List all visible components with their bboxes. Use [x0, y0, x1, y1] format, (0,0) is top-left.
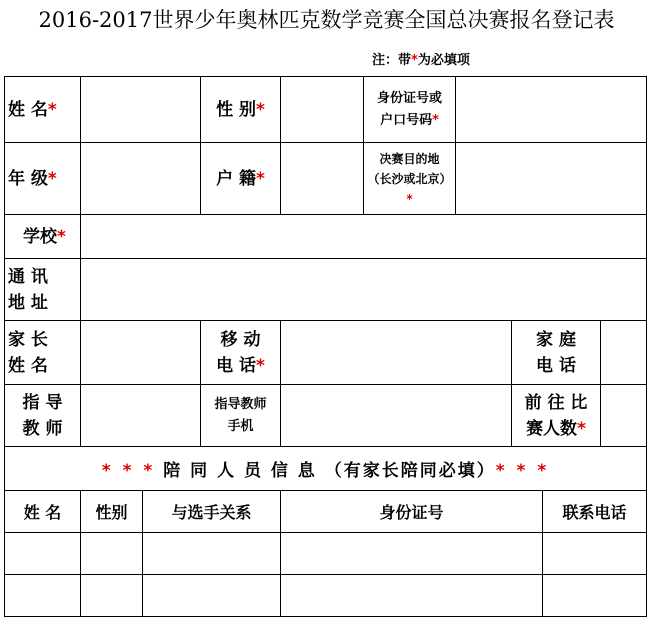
required-star-icon: *: [47, 99, 57, 120]
address-label-line2: 地 址: [8, 292, 48, 313]
mobile-field[interactable]: [281, 321, 512, 385]
required-star-icon: *: [406, 191, 413, 206]
name-label-cell: [5, 77, 81, 143]
companion-gender-cell[interactable]: [81, 533, 143, 575]
registration-form: [4, 76, 646, 617]
school-field[interactable]: [81, 215, 647, 259]
teacher-mobile-line1: 指导教师: [214, 396, 267, 412]
required-star-icon: *: [411, 53, 418, 68]
id-label-cell: [364, 77, 456, 143]
address-field[interactable]: [81, 259, 647, 321]
required-star-icon: *: [256, 168, 265, 189]
teacher-mobile-field[interactable]: [281, 385, 512, 447]
page-title: 2016-2017世界少年奥林匹克数学竞赛全国总决赛报名登记表: [38, 8, 615, 32]
grade-label-cell: [5, 143, 81, 215]
companion-phone-cell[interactable]: [543, 533, 647, 575]
participant-count-label-cell: [512, 385, 601, 447]
id-number-field[interactable]: [456, 77, 647, 143]
table-row: [5, 575, 647, 617]
final-city-label-cell: [364, 143, 456, 215]
required-star-icon: *: [432, 112, 439, 128]
teacher-label-cell: [5, 385, 81, 447]
teacher-label-line1: 指 导: [22, 392, 63, 413]
teacher-field[interactable]: [81, 385, 201, 447]
participant-count-line1: 前 往 比: [524, 392, 588, 413]
gender-label-cell: [201, 77, 281, 143]
companion-col-name: 姓 名: [5, 491, 81, 533]
companion-col-phone: 联系电话: [543, 491, 647, 533]
mobile-label-line1: 移 动: [220, 329, 261, 350]
id-label-line2: 户口号码: [380, 112, 433, 128]
name-field[interactable]: [81, 77, 201, 143]
parent-name-label-cell: [5, 321, 81, 385]
companion-phone-cell[interactable]: [543, 575, 647, 617]
home-phone-label-line2: 电 话: [536, 355, 576, 376]
grade-label: 年 级: [8, 168, 48, 189]
required-star-icon: *: [256, 355, 265, 376]
home-phone-label-cell: [512, 321, 601, 385]
final-city-field[interactable]: [456, 143, 647, 215]
mobile-label-line2: 电 话: [216, 355, 257, 376]
school-label-cell: [5, 215, 81, 259]
school-label: 学校: [23, 226, 57, 247]
parent-label-line2: 姓 名: [8, 355, 48, 376]
id-label-line1: 身份证号或: [377, 90, 443, 106]
teacher-label-line2: 教 师: [22, 418, 63, 439]
companion-col-relation: 与选手关系: [143, 491, 281, 533]
companion-col-id: 身份证号: [281, 491, 543, 533]
home-phone-field[interactable]: [601, 321, 647, 385]
huji-label-cell: [201, 143, 281, 215]
companion-gender-cell[interactable]: [81, 575, 143, 617]
required-note-prefix: 注：带: [372, 53, 412, 68]
companion-section-title: 陪 同 人 员 信 息 （有家长陪同必填）: [163, 461, 496, 481]
parent-label-line1: 家 长: [8, 329, 48, 350]
companion-name-cell[interactable]: [5, 533, 81, 575]
banner-stars-left: * * *: [101, 461, 156, 481]
required-note: [372, 49, 470, 68]
gender-field[interactable]: [281, 77, 364, 143]
address-label-line1: 通 讯: [8, 266, 48, 287]
companion-relation-cell[interactable]: [143, 533, 281, 575]
companion-name-cell[interactable]: [5, 575, 81, 617]
grade-field[interactable]: [81, 143, 201, 215]
registration-table: [4, 76, 647, 617]
companion-id-cell[interactable]: [281, 533, 543, 575]
participant-count-field[interactable]: [601, 385, 647, 447]
final-city-line1: 决赛目的地: [379, 151, 440, 166]
table-row: [5, 533, 647, 575]
gender-label: 性 别: [216, 99, 257, 120]
huji-field[interactable]: [281, 143, 364, 215]
teacher-mobile-line2: 手机: [227, 418, 254, 434]
participant-count-line2: 赛人数: [526, 418, 578, 439]
companion-relation-cell[interactable]: [143, 575, 281, 617]
name-label: 姓 名: [8, 99, 48, 120]
companion-id-cell[interactable]: [281, 575, 543, 617]
huji-label: 户 籍: [216, 168, 257, 189]
required-note-suffix: 为必填项: [417, 53, 470, 68]
companion-section-header: [5, 447, 647, 491]
companion-col-gender: 性别: [81, 491, 143, 533]
home-phone-label-line1: 家 庭: [536, 329, 576, 350]
teacher-mobile-label-cell: [201, 385, 281, 447]
required-star-icon: *: [577, 418, 586, 439]
address-label-cell: [5, 259, 81, 321]
required-star-icon: *: [57, 226, 66, 247]
parent-name-field[interactable]: [81, 321, 201, 385]
required-star-icon: *: [47, 168, 57, 189]
required-star-icon: *: [256, 99, 265, 120]
final-city-line2: （长沙或北京）: [367, 171, 452, 186]
mobile-label-cell: [201, 321, 281, 385]
banner-stars-right: * * *: [495, 461, 550, 481]
